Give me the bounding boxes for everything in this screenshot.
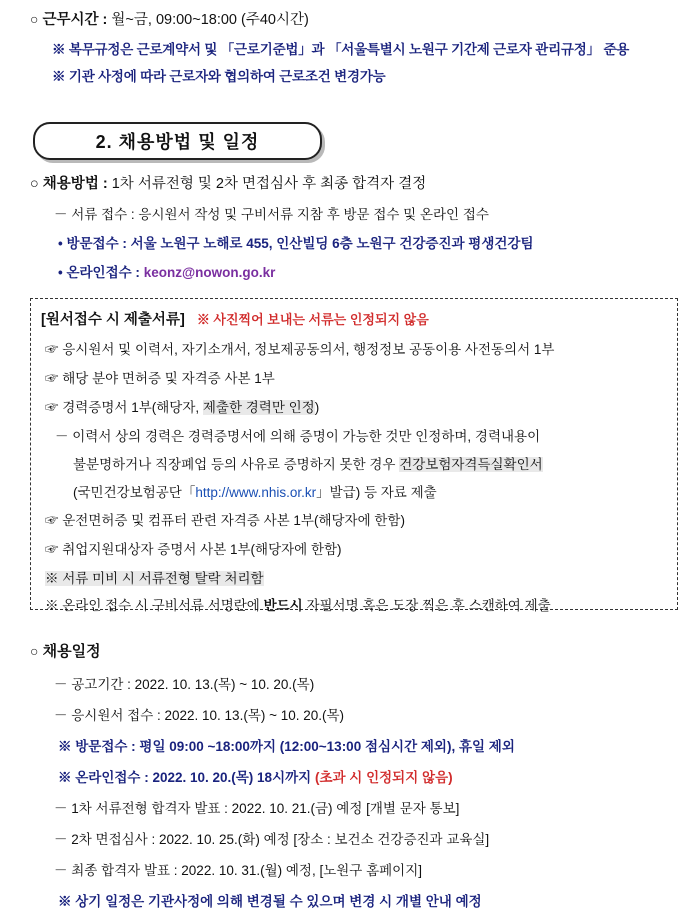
documents-note-last-post: 자필서명 혹은 도장 찍은 후 스캔하여 제출 [302,598,551,613]
documents-title: [원서접수 시 제출서류] [41,312,185,328]
work-hours-note-1: ※ 복무규정은 근로계약서 및 「근로기준법」과 「서울특별시 노원구 기간제 근로자 관리규정」 준용 [52,42,630,57]
work-hours-line [30,8,680,29]
schedule-row: － 2차 면접심사 : 2022. 10. 25.(화) 예정 [장소 : 보건소 건강증진과 교육실] [54,832,490,847]
section-heading-label: 2. 채용방법 및 일정 [95,132,260,152]
work-hours-value: 월~금, 09:00~18:00 (주40시간) [111,12,309,28]
career-prefix: ☞ 경력증명서 1부(해당자, [45,400,203,415]
work-hours-note-2: ※ 기관 사정에 따라 근로자와 협의하여 근로조건 변경가능 [52,69,386,84]
career-highlight: 제출한 경력만 인정 [202,400,315,415]
visit-application-line [58,232,685,252]
career-note-2-highlight: 건강보험자격득실확인서 [399,457,543,472]
document-item: ☞ 해당 분야 면허증 및 자격증 사본 1부 [45,371,275,386]
career-note-3-post: 」발급) 등 자료 제출 [316,485,437,500]
career-note-line-1: － 이력서 상의 경력은 경력증명서에 의해 증명이 가능한 것만 인정하며, 경력내용이 [55,429,541,444]
career-note-2-text: 불분명하거나 직장폐업 등의 사유로 증명하지 못한 경우 [73,457,400,472]
schedule-row: － 1차 서류전형 합격자 발표 : 2022. 10. 21.(금) 예정 [개별 문자 통보] [54,801,460,816]
documents-note-last-bold: 반드시 [263,598,303,613]
method-value: 1차 서류전형 및 2차 면접심사 후 최종 합격자 결정 [111,176,427,192]
circle-marker-icon: ○ [30,643,39,659]
schedule-note-visit: ※ 방문접수 : 평일 09:00 ~18:00까지 (12:00~13:00 점심시간 제외), 휴일 제외 [58,739,515,754]
schedule-note-online-pre: ※ 온라인접수 : 2022. 10. 20.(목) 18시까지 [58,770,315,785]
document-item: ☞ 취업지원대상자 증명서 사본 1부(해당자에 한함) [45,542,342,557]
visit-application-label: • 방문접수 : [58,236,131,251]
documents-note-highlight-text: ※ 서류 미비 시 서류전형 탈락 처리함 [45,571,264,586]
method-sub-line: － 서류 접수 : 응시원서 작성 및 구비서류 지참 후 방문 접수 및 온라인 접수 [54,207,489,222]
career-note-line-2 [73,453,667,473]
recruitment-method-section [30,172,685,290]
documents-title-row [41,308,667,329]
documents-note-highlight [45,567,667,587]
document-item: ☞ 운전면허증 및 컴퓨터 관련 자격증 사본 1부(해당자에 한함) [45,513,405,528]
online-application-line [58,261,685,281]
career-suffix: ) [314,400,320,415]
documents-note-last-pre: ※ 온라인 접수 시 구비서류 서명란에 [45,598,264,613]
required-documents-box [30,298,678,613]
document-item: ☞ 응시원서 및 이력서, 자기소개서, 정보제공동의서, 행정정보 공동이용 사전동의서 1부 [45,342,555,357]
schedule-section [30,640,685,921]
schedule-note-online-red: (초과 시 인정되지 않음) [314,770,453,785]
schedule-row: － 공고기간 : 2022. 10. 13.(목) ~ 10. 20.(목) [54,677,315,692]
schedule-note-change: ※ 상기 일정은 기관사정에 의해 변경될 수 있으며 변경 시 개별 안내 예정 [58,894,482,909]
schedule-row: － 응시원서 접수 : 2022. 10. 13.(목) ~ 10. 20.(목) [54,708,345,723]
online-application-email[interactable]: keonz@nowon.go.kr [143,265,276,280]
visit-application-value: 서울 노원구 노해로 455, 인산빌딩 6층 노원구 건강증진과 평생건강팀 [130,236,534,251]
schedule-heading [30,640,685,661]
documents-note-last [45,594,667,614]
document-item-career [45,396,667,416]
method-label: 채용방법 : [42,176,108,192]
circle-marker-icon: ○ [30,176,39,192]
nhis-link[interactable]: http://www.nhis.or.kr [195,485,317,500]
section-heading [33,122,322,160]
documents-warning: ※ 사진찍어 보내는 서류는 인정되지 않음 [196,312,429,327]
schedule-note-online [58,766,685,786]
schedule-row: － 최종 합격자 발표 : 2022. 10. 31.(월) 예정, [노원구 홈페이지] [54,863,423,878]
work-hours-section [30,8,680,92]
method-line [30,172,685,193]
circle-marker-icon: ○ [30,11,39,27]
online-application-label: • 온라인접수 : [58,265,144,280]
career-note-line-3 [73,481,667,501]
schedule-heading-label: 채용일정 [42,643,101,660]
career-note-3-pre: (국민건강보험공단「 [73,485,196,500]
work-hours-label: 근무시간 : [42,12,108,28]
